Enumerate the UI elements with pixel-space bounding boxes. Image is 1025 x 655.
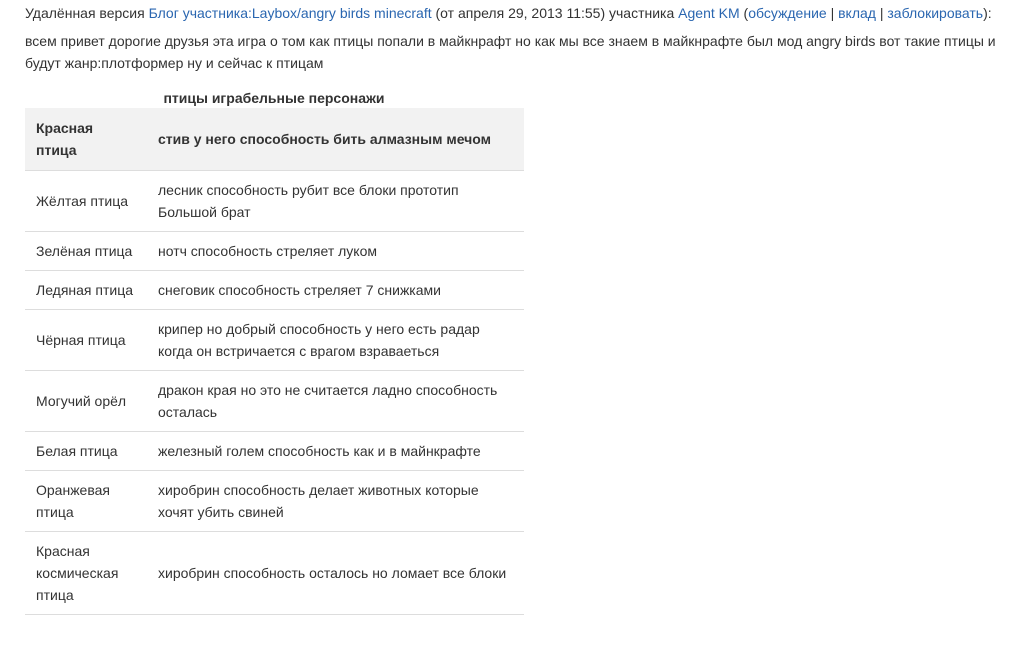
bird-name: Белая птица <box>25 432 147 471</box>
table-row <box>25 310 524 371</box>
bird-name: Ледяная птица <box>25 271 147 310</box>
bird-name: Чёрная птица <box>25 310 147 371</box>
header-desc-cell: стив у него способность бить алмазным мечом <box>147 108 524 171</box>
birds-table <box>25 108 524 615</box>
header-name-cell: Красная птица <box>25 108 147 171</box>
separator: | <box>879 5 884 21</box>
bird-name: Зелёная птица <box>25 232 147 271</box>
intro-text: всем привет дорогие друзья эта игра о том как птицы попали в майкнрафт но как мы все знаем в майкнрафте был мод angry birds вот такие птицы и будут жанр:плотформер ну и сейчас к птицам <box>25 33 996 71</box>
table-row <box>25 371 524 432</box>
talk-link[interactable]: обсуждение <box>748 5 827 21</box>
bird-description: железный голем способность как и в майнкрафте <box>147 432 524 471</box>
table-row <box>25 432 524 471</box>
revision-info <box>25 3 992 23</box>
user-link[interactable]: Agent KM <box>678 5 740 21</box>
bird-description: хиробрин способность делает животных которые хочят убить свиней <box>147 471 524 532</box>
page-link[interactable]: Блог участника:Laybox/angry birds minecraft <box>148 5 432 21</box>
bird-name: Оранжевая птица <box>25 471 147 532</box>
table-header-row <box>25 108 524 171</box>
open-paren: ( <box>743 5 749 21</box>
table-row <box>25 532 524 615</box>
table-row <box>25 232 524 271</box>
bird-description: хиробрин способность осталось но ломает все блоки <box>147 532 524 615</box>
block-link[interactable]: заблокировать <box>887 5 984 21</box>
separator: | <box>830 5 835 21</box>
table-row <box>25 271 524 310</box>
bird-description: крипер но добрый способность у него есть радар когда он встричается с врагом взраваеться <box>147 310 524 371</box>
bird-description: лесник способность рубит все блоки прототип Большой брат <box>147 171 524 232</box>
table-row <box>25 171 524 232</box>
close-paren: ): <box>983 5 992 21</box>
revision-prefix: Удалённая версия <box>25 5 145 21</box>
revision-date: (от апреля 29, 2013 11:55) участника <box>435 5 675 21</box>
bird-name: Жёлтая птица <box>25 171 147 232</box>
bird-name: Красная космическая птица <box>25 532 147 615</box>
contribs-link[interactable]: вклад <box>838 5 876 21</box>
table-caption: птицы играбельные персонажи <box>163 90 385 106</box>
table-row <box>25 471 524 532</box>
bird-name: Могучий орёл <box>25 371 147 432</box>
bird-description: нотч способность стреляет луком <box>147 232 524 271</box>
bird-description: снеговик способность стреляет 7 снижками <box>147 271 524 310</box>
bird-description: дракон края но это не считается ладно способность осталась <box>147 371 524 432</box>
